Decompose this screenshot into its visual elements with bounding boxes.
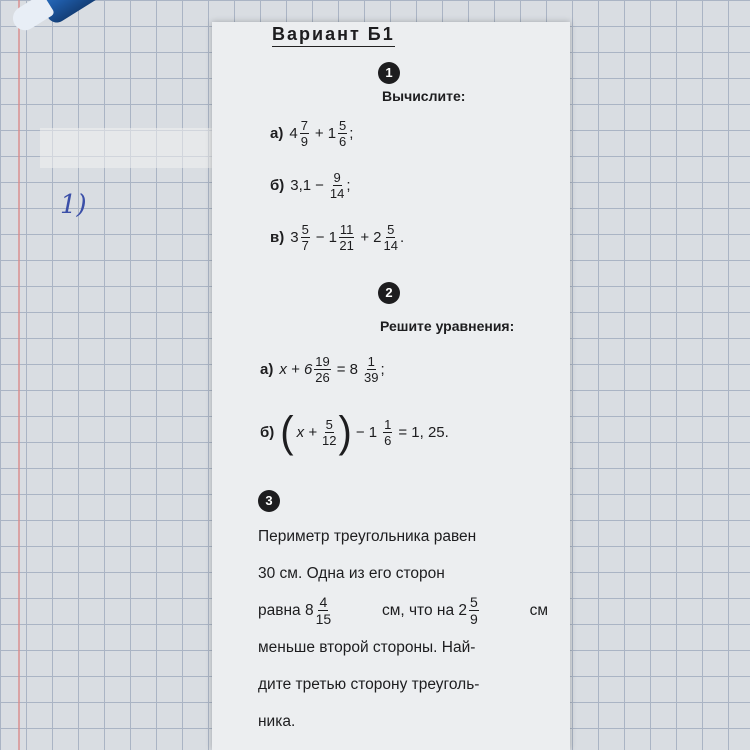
task3-badge: 3 [258,490,280,512]
expression: x + 6 [279,361,313,378]
result: = 1, 25. [398,423,449,441]
fraction: $\frac{5}{12}$ [322,416,337,448]
left-paren: ( [280,407,294,457]
item-label: б) [260,423,275,441]
fraction: $\frac{19}{26}$ [315,354,330,385]
handwritten-number: 1) [60,190,87,220]
task2-item-a [260,354,385,385]
whole: 3 [290,229,299,246]
worksheet [212,22,570,750]
fraction: $\frac{1}{6}$ [384,416,392,448]
fraction: $\frac{4}{15}$ [315,594,332,627]
fraction: $\frac{5}{7}$ [301,222,309,253]
pen-image [0,0,185,54]
item-label: а) [260,361,274,378]
fraction: $\frac{5}{14}$ [383,222,398,253]
whole: 2 [373,229,382,246]
whole: 1 [327,125,337,142]
operator: + [314,125,324,142]
item-label: б) [270,177,285,194]
lead-number: 3,1 [290,177,312,194]
operator: + [360,229,370,246]
problem-line: ника. [258,713,296,730]
item-label: в) [270,229,285,246]
problem-line: равна 8 $\frac{4}{15}$ см, что на 2 $\frac{5}{9}$ см [258,594,548,627]
task1-item-c [270,222,404,253]
terminator: ; [346,177,351,194]
problem-line: дите третью сторону треуголь- [258,676,480,693]
problem-line: Периметр треугольника равен [258,528,477,545]
task1-badge: 1 [378,62,400,84]
operator: − 1 [355,423,378,441]
task1-item-a [270,118,353,149]
item-label: а) [270,125,284,142]
task1-item-b [270,170,351,201]
operator: − [315,177,324,194]
terminator: ; [380,361,385,378]
expression: x + [296,423,318,441]
tape-strip [40,128,220,168]
notebook-margin-line [18,0,20,750]
terminator: ; [349,125,354,142]
terminator: . [399,229,405,246]
right-paren: ) [338,407,352,457]
fraction: $\frac{5}{9}$ [470,594,478,627]
fraction: $\frac{5}{6}$ [339,118,347,149]
equals: = 8 [336,361,359,378]
whole: 1 [328,229,337,246]
problem-line: 30 см. Одна из его сторон [258,565,445,582]
variant-title: Вариант Б1 [272,24,395,47]
problem-line: меньше второй стороны. Най- [258,639,476,656]
fraction: $\frac{1}{39}$ [364,354,379,385]
task3-problem-text [258,518,548,740]
fraction: $\frac{11}{21}$ [339,222,354,253]
fraction: $\frac{9}{14}$ [329,170,345,201]
task2-item-b [260,407,453,457]
task2-badge: 2 [378,282,400,304]
task1-heading: Вычислите: [382,88,466,104]
whole: 4 [289,125,298,142]
task2-heading: Решите уравнения: [380,318,515,334]
fraction: $\frac{7}{9}$ [300,118,308,149]
operator: − [315,229,325,246]
